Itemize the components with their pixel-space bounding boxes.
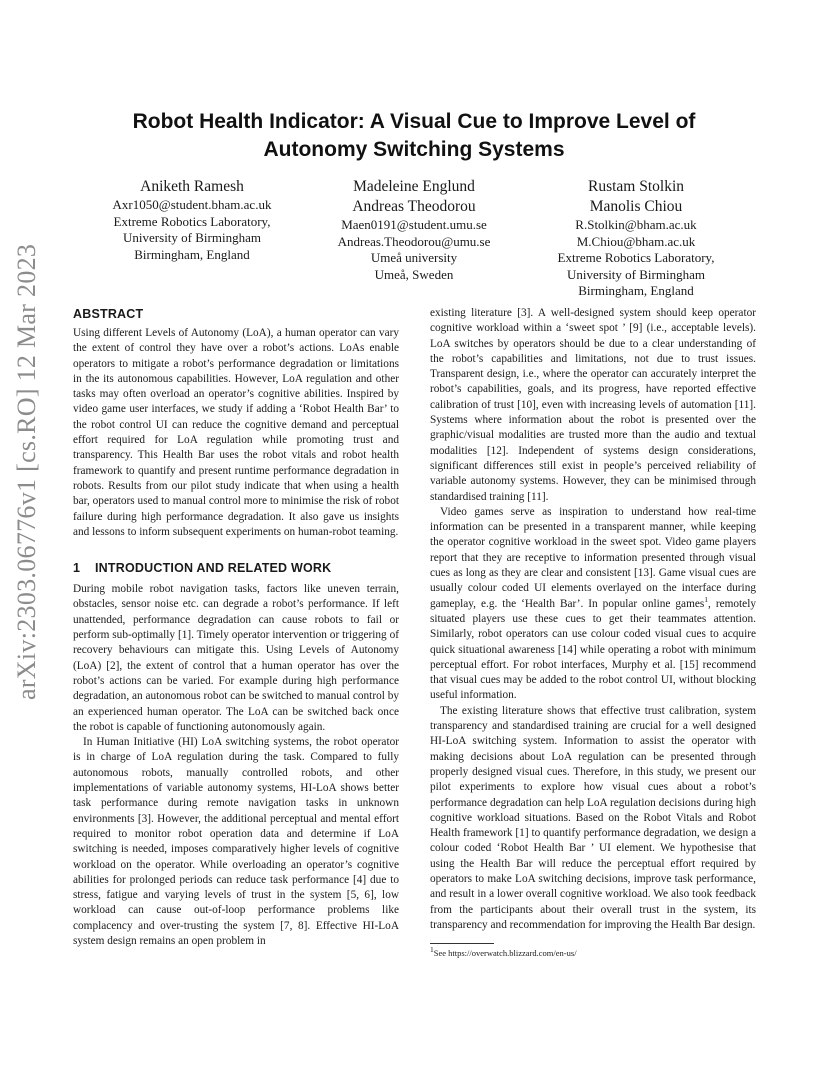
abstract-text: Using different Levels of Autonomy (LoA), a human operator can vary the extent of control they have over a robot’s actions. LoAs enable operators to mitigate a robot’s performance degradation or limitations in the its autonomous capabilities. However, LoA regulation and other tasks may often overload an operator’s cognitive abilities. Inspired by video game user interfaces, we study if adding a ‘Robot Health Bar’ to the robot control UI can reduce the cognitive demand and perceptual effort required for LoA regulation while promoting trust and transparency. This Health Bar uses the robot vitals and robot health framework to quantify and present runtime performance degradation in robots. Results from our pilot study indicate that when using a health bar, operators used to manual control more to minimise the risk of robot failure during high performance degradation. It also gave us insights and lessons to inform subsequent experiments on human-robot teaming. — [73, 327, 399, 538]
footnote-reference[interactable]: 1 — [704, 594, 709, 604]
section-heading-introduction — [73, 560, 399, 576]
author-location: Birmingham, England — [578, 283, 694, 299]
body-paragraph: The existing literature shows that effective trust calibration, system transparency and standardised training are crucial for a well designed HI-LoA switching system. Information to assist the operator with making decisions about LoA regulation can be presented through properly designed visual cues. Therefore, in this study, we present our pilot experiments to explore how visual cues about a robot’s performance degradation can help LoA regulation decisions during high cognitive workload situations. Based on the Robot Vitals and Robot Health framework [1] to quantify performance degradation, we design a colour coded ‘Robot Health Bar ’ UI element. We hypothesise that using the Health Bar will reduce the perceptual effort required by operators to make LoA switching decisions, improve task performance, and result in a lower overall cognitive workload. We also took feedback from the participants about their overall trust in the system, its transparency and recommendation for improving the Health Bar design. — [430, 704, 756, 931]
left-column — [73, 306, 399, 949]
author-affiliation: University of Birmingham — [123, 230, 261, 246]
right-column — [430, 306, 756, 933]
paragraph-text: , remotely situated players use these cues to get their teammates attention. Similarly, robot operators can use colour coded visual cues to acquire quick situational awareness [14] while operating a robot with minimum perceptual effort. For robot interfaces, Murphy et al. [15] recommend that visual cues may be added to the robot control UI, without blocking useful information. — [430, 597, 756, 702]
author-block-3 — [540, 177, 732, 300]
author-location: Birmingham, England — [134, 246, 250, 262]
author-email: Maen0191@student.umu.se — [341, 217, 487, 232]
author-name: Madeleine Englund — [353, 178, 475, 195]
author-name: Aniketh Ramesh — [140, 178, 244, 195]
body-paragraph: During mobile robot navigation tasks, factors like uneven terrain, obstacles, sensor noise etc. can degrade a robot’s performance. If left unattended, performance degradation can cause robots to fail or perform sub-optimally [1]. Timely operator intervention or triggering of recovery behaviours can mitigate this. Using Levels of Autonomy (LoA) [2], the extent of control that a human operator has over the robot’s actions can be varied. For example during high performance degradation, an autonomous robot can be switched to manual control by an experienced human operator. The LoA can be switched back once the robot is capable of functioning autonomously again. — [73, 583, 399, 733]
paper-title: Robot Health Indicator: A Visual Cue to Improve Level of Autonomy Switching Systems — [132, 110, 696, 161]
footnote-text[interactable]: See https://overwatch.blizzard.com/en-us/ — [433, 948, 577, 958]
author-email: Andreas.Theodorou@umu.se — [337, 233, 491, 249]
author-name: Andreas Theodorou — [352, 198, 476, 215]
author-block-1 — [100, 177, 284, 263]
author-email: M.Chiou@bham.ac.uk — [576, 233, 696, 249]
body-paragraph — [430, 505, 756, 704]
author-name: Rustam Stolkin — [587, 178, 685, 195]
footnote-mark: 1 — [430, 945, 434, 955]
abstract-heading: ABSTRACT — [73, 307, 144, 321]
body-paragraph: In Human Initiative (HI) LoA switching systems, the robot operator is in charge of LoA regulation during the task. Compared to fully autonomous robots, manually controlled robots, and other implementations of variable autonomy systems, HI-LoA shows better task performance during remote navigation tasks in unknown environments [3]. However, the additional perceptual and mental effort required to monitor robot operation data and determine if LoA switching is needed, imposes comparatively higher levels of cognitive workload on the operator. While overloading an operator’s cognitive abilities for prolonged periods can reduce task performance [4] due to stress, fatigue and varying levels of trust in the system [5, 6], low workload can cause out-of-loop performance problems like complacency and over-trusting the system [7, 8]. Effective HI-LoA system design remains an open problem in — [73, 736, 399, 947]
author-affiliation: Extreme Robotics Laboratory, — [557, 250, 715, 266]
author-affiliation: Extreme Robotics Laboratory, — [113, 213, 271, 229]
arxiv-identifier-stamp: arXiv:2303.06776v1 [cs.RO] 12 Mar 2023 — [12, 243, 41, 700]
footnote-divider — [430, 943, 494, 944]
author-email: R.Stolkin@bham.ac.uk — [575, 217, 697, 232]
author-affiliation: University of Birmingham — [567, 266, 705, 282]
section-number: 1 — [73, 561, 81, 576]
footnote — [430, 945, 577, 959]
author-block-2 — [320, 177, 508, 283]
author-affiliation: Umeå university — [370, 250, 458, 266]
author-email: Axr1050@student.bham.ac.uk — [112, 197, 272, 212]
author-location: Umeå, Sweden — [374, 266, 454, 282]
body-paragraph: existing literature [3]. A well-designed system should keep operator cognitive workload within a ‘sweet spot ’ [9] (i.e., acceptable levels). LoA switches by operators should be due to a clear understanding of the robot’s capabilities and limitations, not due to trust issues. Transparent design, i.e., where the operator can accurately interpret the robot’s capabilities, goals, and its progress, have reported effective calibration of trust [10], even with increasing levels of automation [11]. Systems where information about the robot is presented over the graphic/visual modalities are trusted more than the audio and textual modalities [12]. Independent of systems design considerations, significant differences still exist in people’s perceived reliability of variable autonomy systems. However, they can be minimised through standardised training [11]. — [430, 307, 756, 503]
section-title: INTRODUCTION AND RELATED WORK — [95, 561, 332, 576]
paragraph-text: Video games serve as inspiration to understand how real-time information can be presented in a transparent manner, while keeping the operator cognitive workload in the sweet spot. Video game players report that they are receptive to information presented through visual cues as long as they are clear and consistent [13]. Game visual cues are usually colour coded UI elements overlayed on the interface during gameplay, e.g. the ‘Health Bar’. In popular online games — [430, 505, 756, 610]
author-name: Manolis Chiou — [589, 198, 683, 215]
